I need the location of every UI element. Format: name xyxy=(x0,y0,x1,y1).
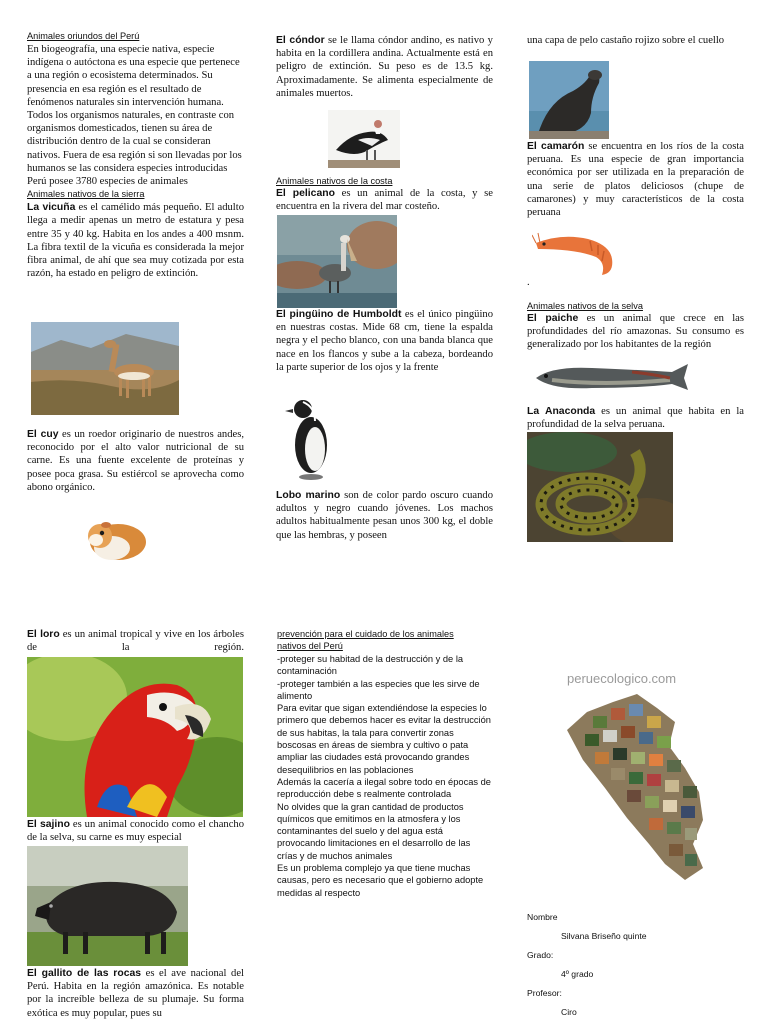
pinguino-block xyxy=(276,308,493,374)
grado-label: Grado: xyxy=(527,950,554,960)
cuy-block xyxy=(27,428,244,494)
gallito-paragraph xyxy=(27,967,244,1020)
cuy-text: es un roedor originario de nuestros andes, reconocido por el alto valor nutricional de su carne. Es una fuente excelente de proteínas y posee poca grasa. Su estiércol se aprovecha como abono orgánico. xyxy=(27,429,244,493)
cuy-name: El cuy xyxy=(27,429,59,440)
sajino-text: es un animal conocido como el chancho de la selva, su carne es muy especial xyxy=(27,819,245,844)
prevention-line: Además la cacería a ilegal sobre todo en épocas de reproducción debe s realmente controlada xyxy=(277,776,491,800)
selva-block xyxy=(527,300,744,352)
gallito-text: es el ave nacional del Perú. Habita en la región amazónica. Es notable por la increíble belleza de su plumaje. Su forma exótica es muy popular, pues su xyxy=(27,968,244,1019)
lobo-paragraph xyxy=(276,489,493,542)
grado-value: 4º grado xyxy=(561,969,594,979)
pelicano-image xyxy=(277,215,397,308)
profesor-value: Ciro xyxy=(561,1007,577,1017)
nombre-value: Silvana Briseño quinte xyxy=(561,931,647,941)
pinguino-text: es el único pingüino en nuestras costas. Mide 68 cm, tiene la espalda negra y el pecho blanco, con una banda blanca que nace en los flancos y sube a la cabeza, bordeando la parte superior de los ojos y la frente xyxy=(276,309,493,373)
vicuna-image xyxy=(31,322,179,415)
loro-text: es un animal tropical y vive en los árboles de la región. xyxy=(27,629,244,654)
species-count: Perú posee 3780 especies de animales xyxy=(27,176,188,188)
pinguino-name: El pingüino de Humboldt xyxy=(276,309,402,320)
vicuna-paragraph xyxy=(27,201,244,280)
paiche-text: es un animal que crece en las profundidades del río amazonas. Su consumo es generalizado por los habitantes de la región xyxy=(527,313,745,351)
cuy-paragraph xyxy=(27,428,244,494)
paiche-paragraph xyxy=(527,312,744,352)
vicuna-name: La vicuña xyxy=(27,202,76,214)
gallito-name: El gallito de las rocas xyxy=(27,968,142,979)
heading-selva: Animales nativos de la selva xyxy=(527,301,643,311)
sajino-paragraph xyxy=(27,818,244,844)
heading-sierra: Animales nativos de la sierra xyxy=(27,189,145,200)
profesor-label: Profesor: xyxy=(527,988,562,998)
stray-period: . xyxy=(527,277,530,288)
anaconda-name: La Anaconda xyxy=(527,406,596,417)
condor-name: El cóndor xyxy=(276,35,325,46)
lobo-text: son de color pardo oscuro cuando adultos y negro cuando jóvenes. Los machos adultos habitualmente pesan unos 300 kg, el doble que las hembras, y poseen xyxy=(276,490,493,541)
condor-image xyxy=(328,110,400,168)
vicuna-text: es el camélido más pequeño. El adulto llega a medir apenas un metro de estatura y pesa entre 35 y 40 kg. Habita en los andes a 400 msnm. La fibra textil de la vicuña es considerada la mejor fibra animal, de ahí que sea muy cotizada por esta razón, ha estado en peligro de extinción. xyxy=(27,202,244,280)
camaron-block xyxy=(527,140,744,219)
paiche-image xyxy=(532,358,692,396)
pelicano-name: El pelicano xyxy=(276,188,335,199)
prevention-line: No olvides que la gran cantidad de productos químicos que emitimos en la atmosfera y los contaminantes del suelo y del agua está provocando limitaciones en el desarrollo de las crías y de muchos animales xyxy=(277,801,471,861)
cuy-image xyxy=(84,506,150,564)
student-info xyxy=(527,912,727,1026)
loro-image xyxy=(27,657,243,817)
map-watermark: peruecologico.com xyxy=(567,671,677,686)
anaconda-block xyxy=(527,405,744,431)
column-3 xyxy=(527,34,744,47)
pinguino-paragraph xyxy=(276,308,493,374)
pinguino-image xyxy=(281,393,341,481)
heading-prevention-1: prevención para el cuidado de los animales xyxy=(277,629,454,639)
lobo-name: Lobo marino xyxy=(276,490,341,501)
gallito-block xyxy=(27,967,244,1020)
intro-paragraph: En biogeografía, una especie nativa, especie indígena o autóctona es una especie que pertenece a una región o ecosistema determinados. Su presencia en esa región es el resultado de fenómenos naturales sin intervención humana. Todos los organismos naturales, en contraste con organismos domesticados, tienen su área de distribución dentro de la cual se consideran nativos. Fuera de esa región si son llevadas por los humanos se las considera especies introducidas xyxy=(27,44,242,174)
camaron-text: se encuentra en los ríos de la costa peruana. Es una especie de gran importancia económica por ser utilizada en la preparación de una serie de platos deliciosos (chupe de camarones) y muy característicos de la costa peruana xyxy=(527,141,744,219)
condor-paragraph xyxy=(276,34,493,100)
lobo-continuation: una capa de pelo castaño rojizo sobre el cuello xyxy=(527,35,725,46)
prevention-line: -proteger también a las especies que les sirve de alimento xyxy=(277,678,480,701)
nombre-label: Nombre xyxy=(527,912,558,922)
anaconda-image xyxy=(527,432,673,542)
lobo-block xyxy=(276,489,493,542)
loro-paragraph xyxy=(27,628,244,654)
anaconda-text: es un animal que habita en la profundidad de la selva peruana. xyxy=(527,406,744,431)
sajino-name: El sajino xyxy=(27,819,71,830)
column-1 xyxy=(27,30,244,280)
loro-block xyxy=(27,628,244,654)
prevention-block xyxy=(277,628,492,899)
prevention-line: -proteger su habitad de la destrucción y de la contaminación xyxy=(277,654,464,677)
sajino-image xyxy=(27,846,188,966)
heading-prevention-2: nativos del Perú xyxy=(277,641,343,651)
camaron-image xyxy=(532,229,620,281)
heading-costa: Animales nativos de la costa xyxy=(276,176,393,186)
prevention-line: Para evitar que sigan extendiéndose la especies lo primero que debemos hacer es evitar la destrucción de sus habitas, la tala para convertir zonas boscosas en áreas de siembra y cultivo o pata ampliar las ciudades está provocando grandes desequilibrios en las poblaciones xyxy=(277,703,491,775)
anaconda-paragraph xyxy=(527,405,744,431)
camaron-paragraph xyxy=(527,140,744,219)
heading-native-origin: Animales oriundos del Perú xyxy=(27,31,140,41)
pelicano-paragraph xyxy=(276,187,493,213)
pelicano-text: es un animal de la costa, y se encuentra en la rivera del mar costeño. xyxy=(276,188,493,213)
camaron-name: El camarón xyxy=(527,141,585,152)
condor-text: se le llama cóndor andino, es nativo y habita en la cordillera andina. Actualmente está en peligro de extinción. Su peso es de 13.5 kg. Aproximadamente. Se alimenta especialmente de animales muertos. xyxy=(276,35,493,99)
lobo-image xyxy=(529,61,609,139)
peru-map-image xyxy=(553,668,725,888)
paiche-name: El paiche xyxy=(527,313,579,324)
prevention-list xyxy=(277,653,492,899)
sajino-block xyxy=(27,818,244,844)
costa-block xyxy=(276,175,493,213)
column-2 xyxy=(276,34,493,100)
prevention-line: Es un problema complejo ya que tiene muchas causas, pero es necesario que el gobierno adopte medidas al respecto xyxy=(277,863,484,898)
loro-name: El loro xyxy=(27,629,60,640)
